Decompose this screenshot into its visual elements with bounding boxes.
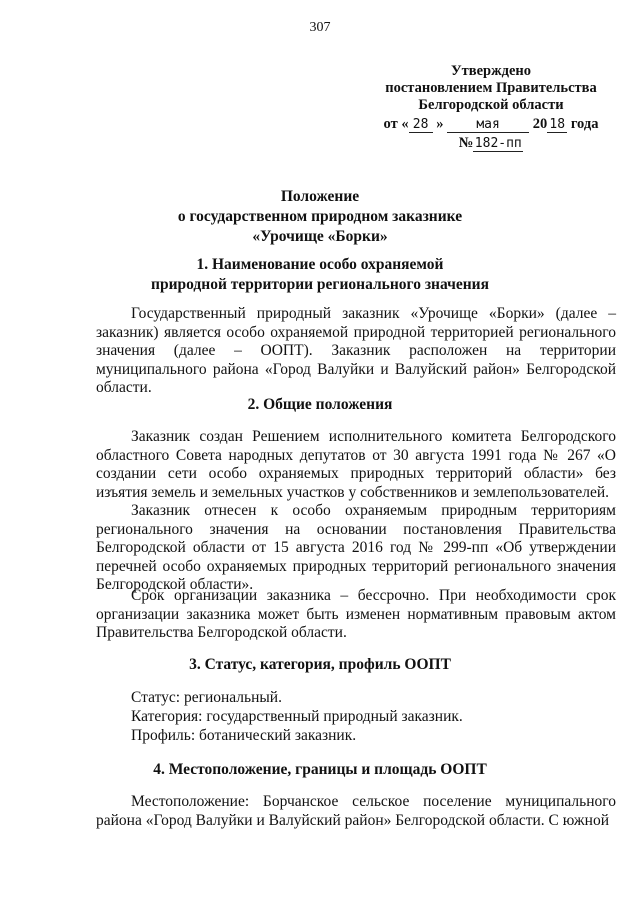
document-title-line3: «Урочище «Борки» — [252, 228, 388, 245]
category-line: Категория: государственный природный заказник. — [131, 708, 463, 725]
section-2-heading: 2. Общие положения — [247, 396, 393, 413]
section-2-paragraph-3: Срок организации заказника – бессрочно. При необходимости срок организации заказника может быть изменен нормативным правовым актом Правительства Белгородской области. — [96, 587, 616, 642]
approval-line-approved: Утверждено — [451, 63, 531, 79]
section-2-paragraph-2: Заказник отнесен к особо охраняемым природным территориям регионального значения на основании постановления Правительства Белгородской области от 15 августа 2016 год № 299-пп «Об утверждении перечней особо охраняемых природных территорий регионального значения Белгородской области». — [96, 502, 616, 594]
page-number: 307 — [309, 20, 331, 35]
section-2-paragraph-1: Заказник создан Решением исполнительного комитета Белгородского областного Совета народных депутатов от 30 августа 1991 года № 267 «О создании сети особо охраняемых природных территорий области» без изъятия земель и земельных участков у собственников и землепользователей. — [96, 428, 616, 501]
year-suffix: 18 — [547, 118, 567, 133]
approval-number — [360, 135, 622, 152]
section-1-heading-line2: природной территории регионального значения — [151, 276, 489, 293]
date-month: мая — [447, 118, 529, 133]
number-sign: № — [458, 135, 474, 151]
quote-close: » — [436, 116, 444, 132]
approval-stamp — [360, 63, 622, 152]
section-4-paragraph: Местоположение: Борчанское сельское поселение муниципального района «Город Валуйки и Валуйский район» Белгородской области. С южной — [96, 793, 616, 829]
date-prefix: от — [383, 116, 398, 132]
approval-line-resolution: постановлением Правительства — [385, 80, 597, 96]
section-3-heading: 3. Статус, категория, профиль ООПТ — [189, 656, 451, 673]
document-title-line1: Положение — [280, 188, 360, 205]
profile-line: Профиль: ботанический заказник. — [131, 727, 357, 744]
date-day: 28 — [409, 118, 433, 133]
section-4-heading: 4. Местоположение, границы и площадь ООПТ — [153, 761, 487, 778]
document-title — [0, 187, 640, 247]
approval-date — [360, 116, 622, 133]
approval-line-region: Белгородской области — [418, 97, 564, 113]
quote-open: « — [401, 116, 409, 132]
approval-number-value: 182-пп — [474, 136, 522, 151]
year-word: года — [570, 116, 599, 132]
document-title-line2: о государственном природном заказнике — [177, 208, 463, 225]
section-1-paragraph: Государственный природный заказник «Урочище «Борки» (далее – заказник) является особо охраняемой природной территорией регионального значения (далее – ООПТ). Заказник расположен на территории муниципального района «Город Валуйки и Валуйский район» Белгородской области. — [96, 305, 616, 397]
status-line: Статус: региональный. — [131, 689, 282, 706]
year-prefix: 20 — [532, 116, 548, 132]
section-1-heading — [0, 255, 640, 295]
section-1-heading-line1: 1. Наименование особо охраняемой — [196, 256, 444, 273]
